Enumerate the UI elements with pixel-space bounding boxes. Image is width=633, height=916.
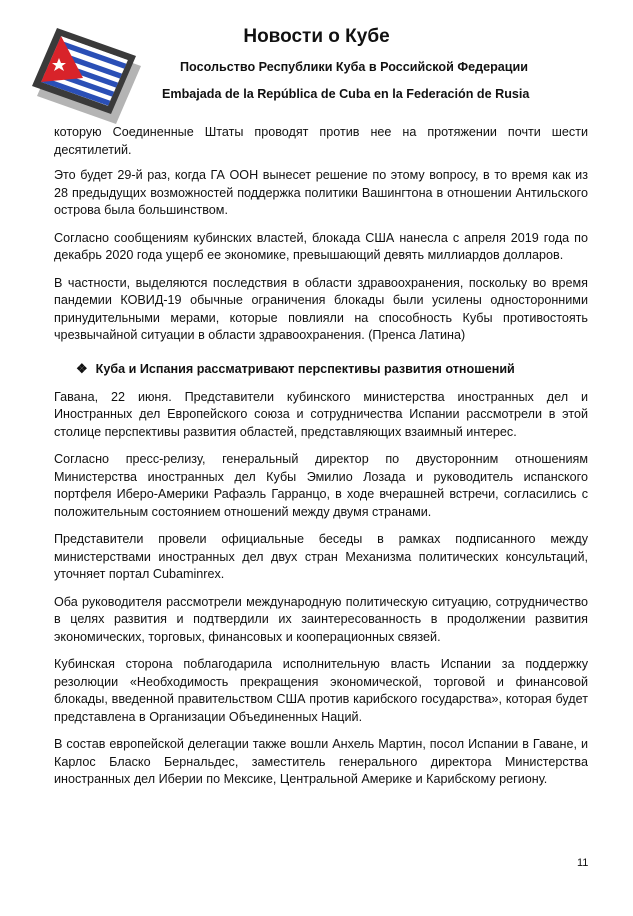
paragraph: Это будет 29-й раз, когда ГА ООН вынесет решение по этому вопросу, в то время как из 28 предыдущих возможностей поддержка политики Вашингтона в отношении Антильского острова была большинством.: [54, 168, 588, 217]
paragraph: В частности, выделяются последствия в области здравоохранения, поскольку во время пандемии КОВИД-19 обычные ограничения блокады были усилены односторонними принудительными мерами, которые повлияли на способность Кубы противостоять чрезвычайной ситуации в области здравоохранения. (Пренса Латина): [54, 275, 588, 342]
section-heading-text: Куба и Испания рассматривают перспективы развития отношений: [95, 361, 515, 376]
diamond-bullet-icon: ❖: [76, 360, 88, 376]
subtitle-embassy-es: Embajada de la República de Cuba en la Federación de Rusia: [162, 87, 530, 101]
paragraph: Представители провели официальные беседы в рамках подписанного между министерствами иностранных дел двух стран Механизма политических консультаций, уточняет портал Cubaminrex.: [54, 532, 588, 581]
page-title: Новости о Кубе: [243, 26, 390, 47]
paragraph: которую Соединенные Штаты проводят против нее на протяжении почти шести десятилетий.: [54, 125, 588, 157]
paragraph: Кубинская сторона поблагодарила исполнительную власть Испании за поддержку резолюции «Необходимость прекращения экономической, торговой и финансовой блокады, введенной правительством США против карибского государства», которая будет представлена в Организации Объединенных Наций.: [54, 657, 588, 724]
paragraph: В состав европейской делегации также вошли Анхель Мартин, посол Испании в Гаване, и Карлос Бласко Бернальдес, заместитель генерального директора Министерства иностранных дел Иберии по Мексике, Центральной Америке и Карибскому региону.: [54, 737, 588, 786]
page-number: 11: [577, 857, 589, 869]
paragraph: Согласно пресс-релизу, генеральный директор по двусторонним отношениям Министерства иностранных дел Кубы Эмилио Лозада и руководитель испанского портфеля Иберо-Америки Рафаэль Гарранцо, в ходе вчерашней встречи, согласились с положительным состоянием отношений между двумя странами.: [54, 452, 588, 519]
section-heading: [76, 361, 588, 377]
document-body: [54, 124, 588, 799]
paragraph: Оба руководителя рассмотрели международную политическую ситуацию, сотрудничество в целях развития и подтвердили их заинтересованность в продолжении развития экономических, торговых, финансовых и кооперационных связей.: [54, 594, 588, 644]
subtitle-embassy-ru: Посольство Республики Куба в Российской Федерации: [180, 60, 528, 74]
paragraph: Гавана, 22 июня. Представители кубинского министерства иностранных дел и Иностранных дел Европейского союза и сотрудничества Испании рассмотрели в этой столице перспективы развития областей, представляющих взаимный интерес.: [54, 389, 588, 439]
paragraph: Согласно сообщениям кубинских властей, блокада США нанесла с апреля 2019 года по декабрь 2020 года ущерб ее экономике, превышающий девять миллиардов долларов.: [54, 230, 588, 262]
